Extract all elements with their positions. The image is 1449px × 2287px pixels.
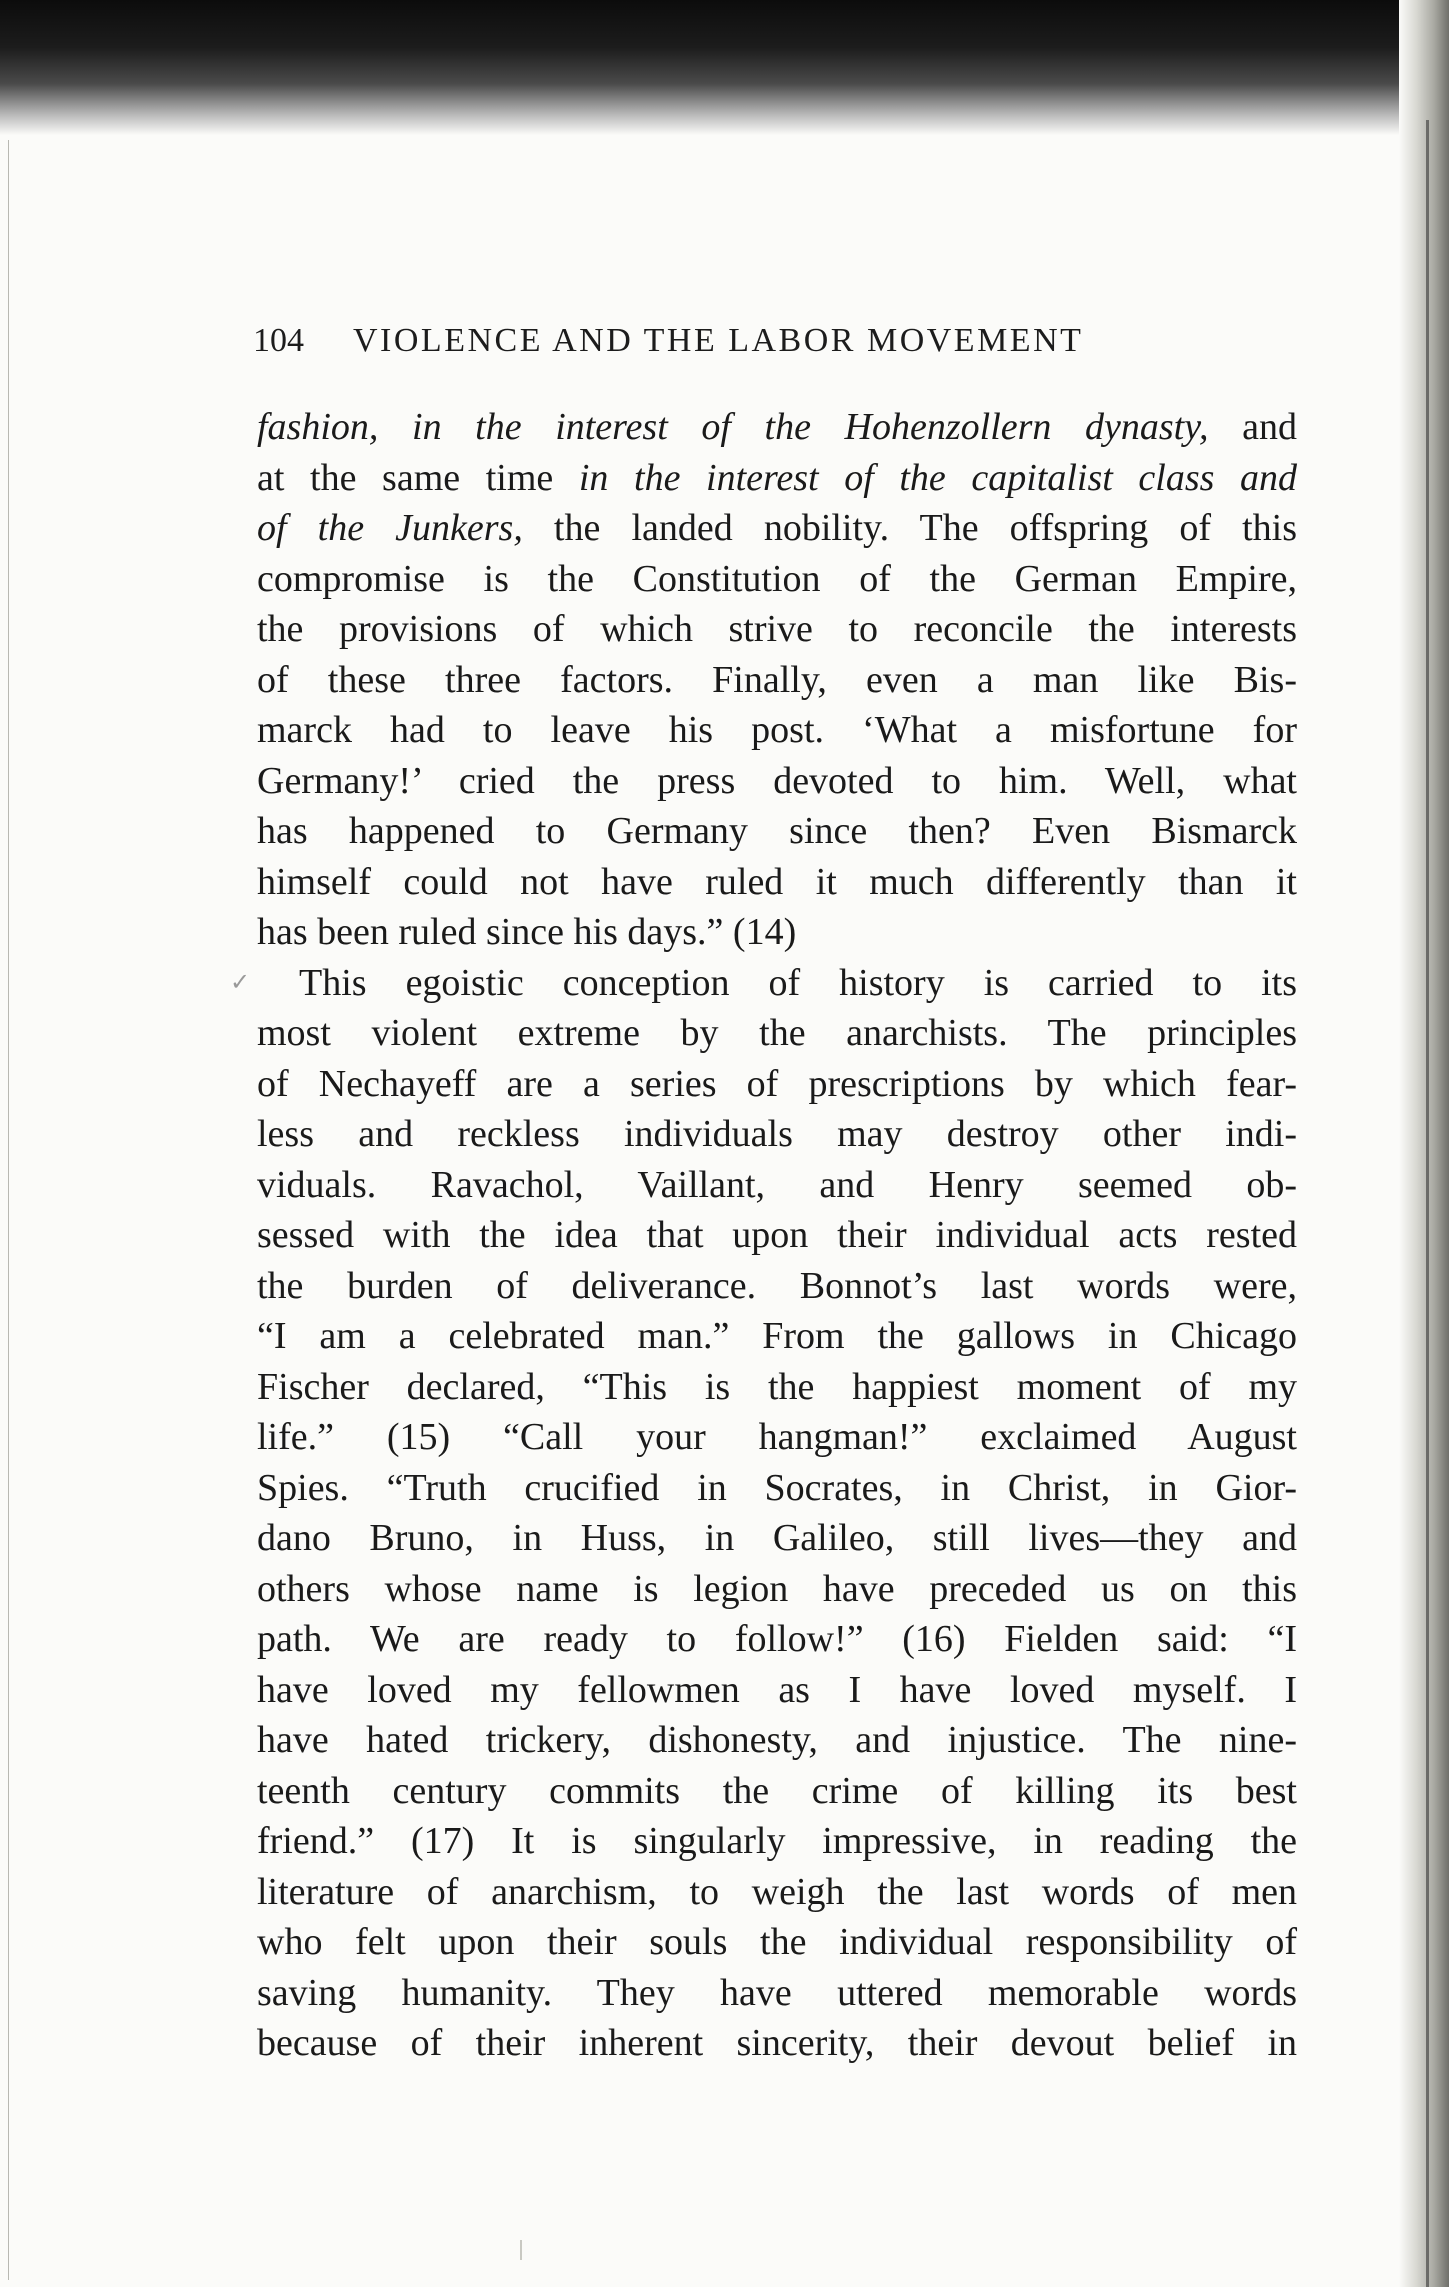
text-line [257,1665,1297,1716]
text-run: Germany!’ cried the press devoted to him. Well, what [257,759,1297,802]
scan-top-shadow [0,0,1449,135]
text-run: life.” (15) “Call your hangman!” exclaimed August [257,1416,1297,1458]
text-line [257,1564,1297,1615]
page-number: 104 [253,322,304,359]
text-run: “I am a celebrated man.” From the gallows in Chicago [257,1315,1297,1357]
text-line [257,1261,1297,1312]
text-line [257,1160,1297,1211]
text-line [257,958,1297,1009]
text-line [257,907,1297,958]
text-line [257,604,1297,655]
text-run: and [1208,406,1297,448]
text-run: teenth century commits the crime of killing its best [257,1769,1297,1812]
text-line [257,1059,1297,1110]
text-run: viduals. Ravachol, Vaillant, and Henry seemed ob- [257,1163,1297,1206]
text-run: Spies. “Truth crucified in Socrates, in Christ, in Gior- [257,1466,1297,1509]
text-run: saving humanity. They have uttered memorable words [257,1971,1297,2014]
text-line [257,1210,1297,1261]
text-line [257,655,1297,706]
text-run: compromise is the Constitution of the German Empire, [257,557,1297,600]
text-line [257,1715,1297,1766]
italic-text: fashion, in the interest of the Hohenzollern dynasty, [257,406,1209,448]
text-line [257,453,1297,504]
text-run: most violent extreme by the anarchists. The principles [257,1012,1297,1054]
page-gutter-shadow [1399,0,1449,2287]
text-line [257,1766,1297,1817]
scan-speck [520,2240,522,2260]
text-run: less and reckless individuals may destroy other indi- [257,1113,1297,1155]
text-run: who felt upon their souls the individual responsibility of [257,1921,1297,1963]
text-run: of Nechayeff are a series of prescriptions by which fear- [257,1062,1297,1105]
text-run: others whose name is legion have preceded us on this [257,1567,1297,1610]
text-run: has happened to Germany since then? Even Bismarck [257,810,1297,852]
text-line [257,2018,1297,2069]
italic-text: of the Junkers, [257,507,523,549]
text-line [257,756,1297,807]
text-line [257,402,1297,453]
text-line [257,1311,1297,1362]
text-line [257,1513,1297,1564]
text-line [257,554,1297,605]
text-run: at the same time [257,456,579,499]
text-line [257,1614,1297,1665]
text-run: friend.” (17) It is singularly impressive, in reading the [257,1820,1297,1862]
text-run: the provisions of which strive to reconcile the interests [257,608,1297,650]
text-run: has been ruled since his days.” (14) [257,911,797,953]
text-line [257,1968,1297,2019]
text-run: Fischer declared, “This is the happiest moment of my [257,1365,1297,1408]
italic-text: in the interest of the capitalist class and [578,456,1298,499]
text-line [257,1412,1297,1463]
text-line [257,1109,1297,1160]
text-run: literature of anarchism, to weigh the last words of men [257,1870,1297,1913]
text-run: marck had to leave his post. ‘What a misfortune for [257,709,1297,751]
text-run: path. We are ready to follow!” (16) Fielden said: “I [257,1618,1297,1660]
pencil-check-mark: ✓ [230,968,251,996]
text-run: himself could not have ruled it much differently than it [257,860,1297,903]
text-run: have hated trickery, dishonesty, and injustice. The nine- [257,1719,1297,1761]
text-line [257,806,1297,857]
text-line [257,1463,1297,1514]
text-line [257,1816,1297,1867]
text-line [257,1008,1297,1059]
text-line [257,705,1297,756]
body-text [257,402,1297,2069]
text-run: dano Bruno, in Huss, in Galileo, still lives—they and [257,1517,1297,1559]
text-line [257,857,1297,908]
running-title: VIOLENCE AND THE LABOR MOVEMENT [353,322,1084,359]
text-run: of these three factors. Finally, even a man like Bis- [257,658,1297,701]
running-head [253,322,1213,372]
text-line [257,1362,1297,1413]
text-run: This egoistic conception of history is carried to its [299,961,1297,1004]
text-run: sessed with the idea that upon their individual acts rested [257,1214,1297,1256]
gutter-line [1426,120,1429,2287]
text-run: because of their inherent sincerity, their devout belief in [257,2022,1297,2064]
page-left-edge [8,140,9,2280]
text-line [257,1867,1297,1918]
text-run: have loved my fellowmen as I have loved myself. I [257,1668,1297,1711]
text-line [257,1917,1297,1968]
text-run: the burden of deliverance. Bonnot’s last words were, [257,1264,1297,1307]
text-line [257,503,1297,554]
text-run: the landed nobility. The offspring of this [522,507,1297,549]
